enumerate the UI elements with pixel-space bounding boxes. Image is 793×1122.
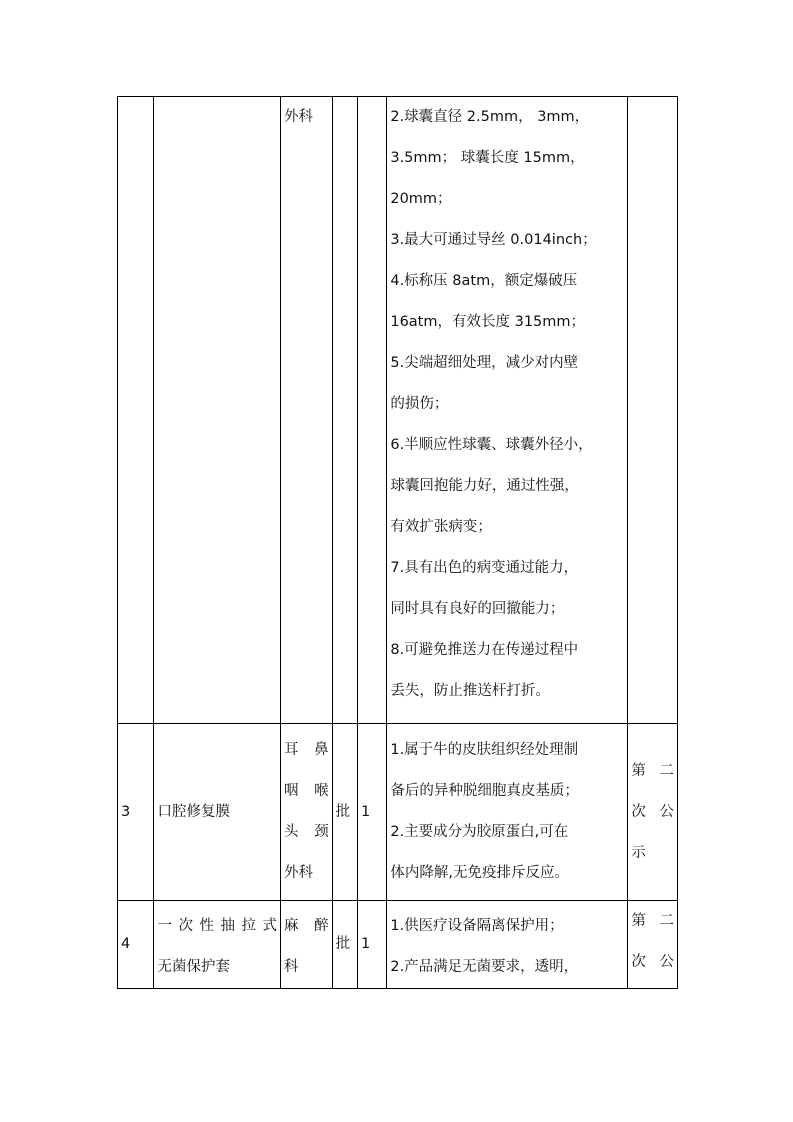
spec-line: 2.球囊直径 2.5mm， 3mm， [390,109,590,125]
spec-line: 1.供医疗设备隔离保护用； [390,918,564,934]
quantity-cell: 1 [357,724,386,901]
spec-line: 8.可避免推送力在传递过程中 [390,642,579,658]
department-line: 科 [284,959,299,975]
quantity-cell [357,97,386,724]
unit-cell: 批 [332,901,357,989]
specification-cell [387,901,628,989]
spec-line: 球囊回抱能力好，通过性强， [390,478,579,494]
department-cell [281,724,333,901]
note-line: 次 公 [631,803,674,820]
spec-line: 16atm，有效长度 315mm； [390,314,586,330]
spec-line: 丢失，防止推送杆打折。 [390,683,550,699]
specification-cell [387,724,628,901]
spec-line: 1.属于牛的皮肤组织经处理制 [390,742,579,758]
row-number-cell: 4 [118,901,154,989]
spec-line: 2.主要成分为胶原蛋白,可在 [390,824,569,840]
spec-line: 3.最大可通过导丝 0.014inch； [390,232,597,248]
department-line: 麻 醉 [284,918,329,934]
product-name-cell [154,97,281,724]
table-row [118,901,678,989]
spec-line: 6.半顺应性球囊、球囊外径小， [390,437,593,453]
spec-line: 3.5mm； 球囊长度 15mm， [390,150,585,166]
department-line: 头 颈 [284,824,329,840]
department-line: 咽 喉 [284,783,329,799]
note-cell [628,901,678,989]
department-cell [281,901,333,989]
note-line: 示 [631,844,646,861]
row-number-cell: 3 [118,724,154,901]
department-line: 外科 [284,865,314,881]
spec-line: 5.尖端超细处理，减少对内壁 [390,355,579,371]
product-name-line: 一次性抽拉式 [157,918,278,934]
unit-cell [332,97,357,724]
row-number-cell [118,97,154,724]
spec-line: 7.具有出色的病变通过能力， [390,560,579,576]
spec-line: 20mm； [390,191,452,207]
spec-line: 有效扩张病变； [390,519,492,535]
note-line: 次 公 [631,954,674,970]
quantity-cell: 1 [357,901,386,989]
department-cell: 外科 [281,97,333,724]
note-line: 第 二 [631,762,674,779]
product-spec-table [117,96,678,989]
note-cell [628,724,678,901]
spec-line: 2.产品满足无菌要求，透明， [390,959,579,975]
department-line: 耳 鼻 [284,742,329,758]
table-row [118,97,678,724]
product-name-cell: 口腔修复膜 [154,724,281,901]
note-line: 第 二 [631,913,674,929]
spec-line: 4.标称压 8atm，额定爆破压 [390,273,578,289]
specification-cell [387,97,628,724]
spec-line: 备后的异种脱细胞真皮基质； [390,783,579,799]
product-name-cell [154,901,281,989]
spec-line: 的损伤； [390,396,449,412]
table-row [118,724,678,901]
note-cell [628,97,678,724]
spec-line: 同时具有良好的回撤能力； [390,601,565,617]
product-name-line: 无菌保护套 [157,959,230,975]
unit-cell: 批 [332,724,357,901]
spec-line: 体内降解,无免疫排斥反应。 [390,865,569,881]
